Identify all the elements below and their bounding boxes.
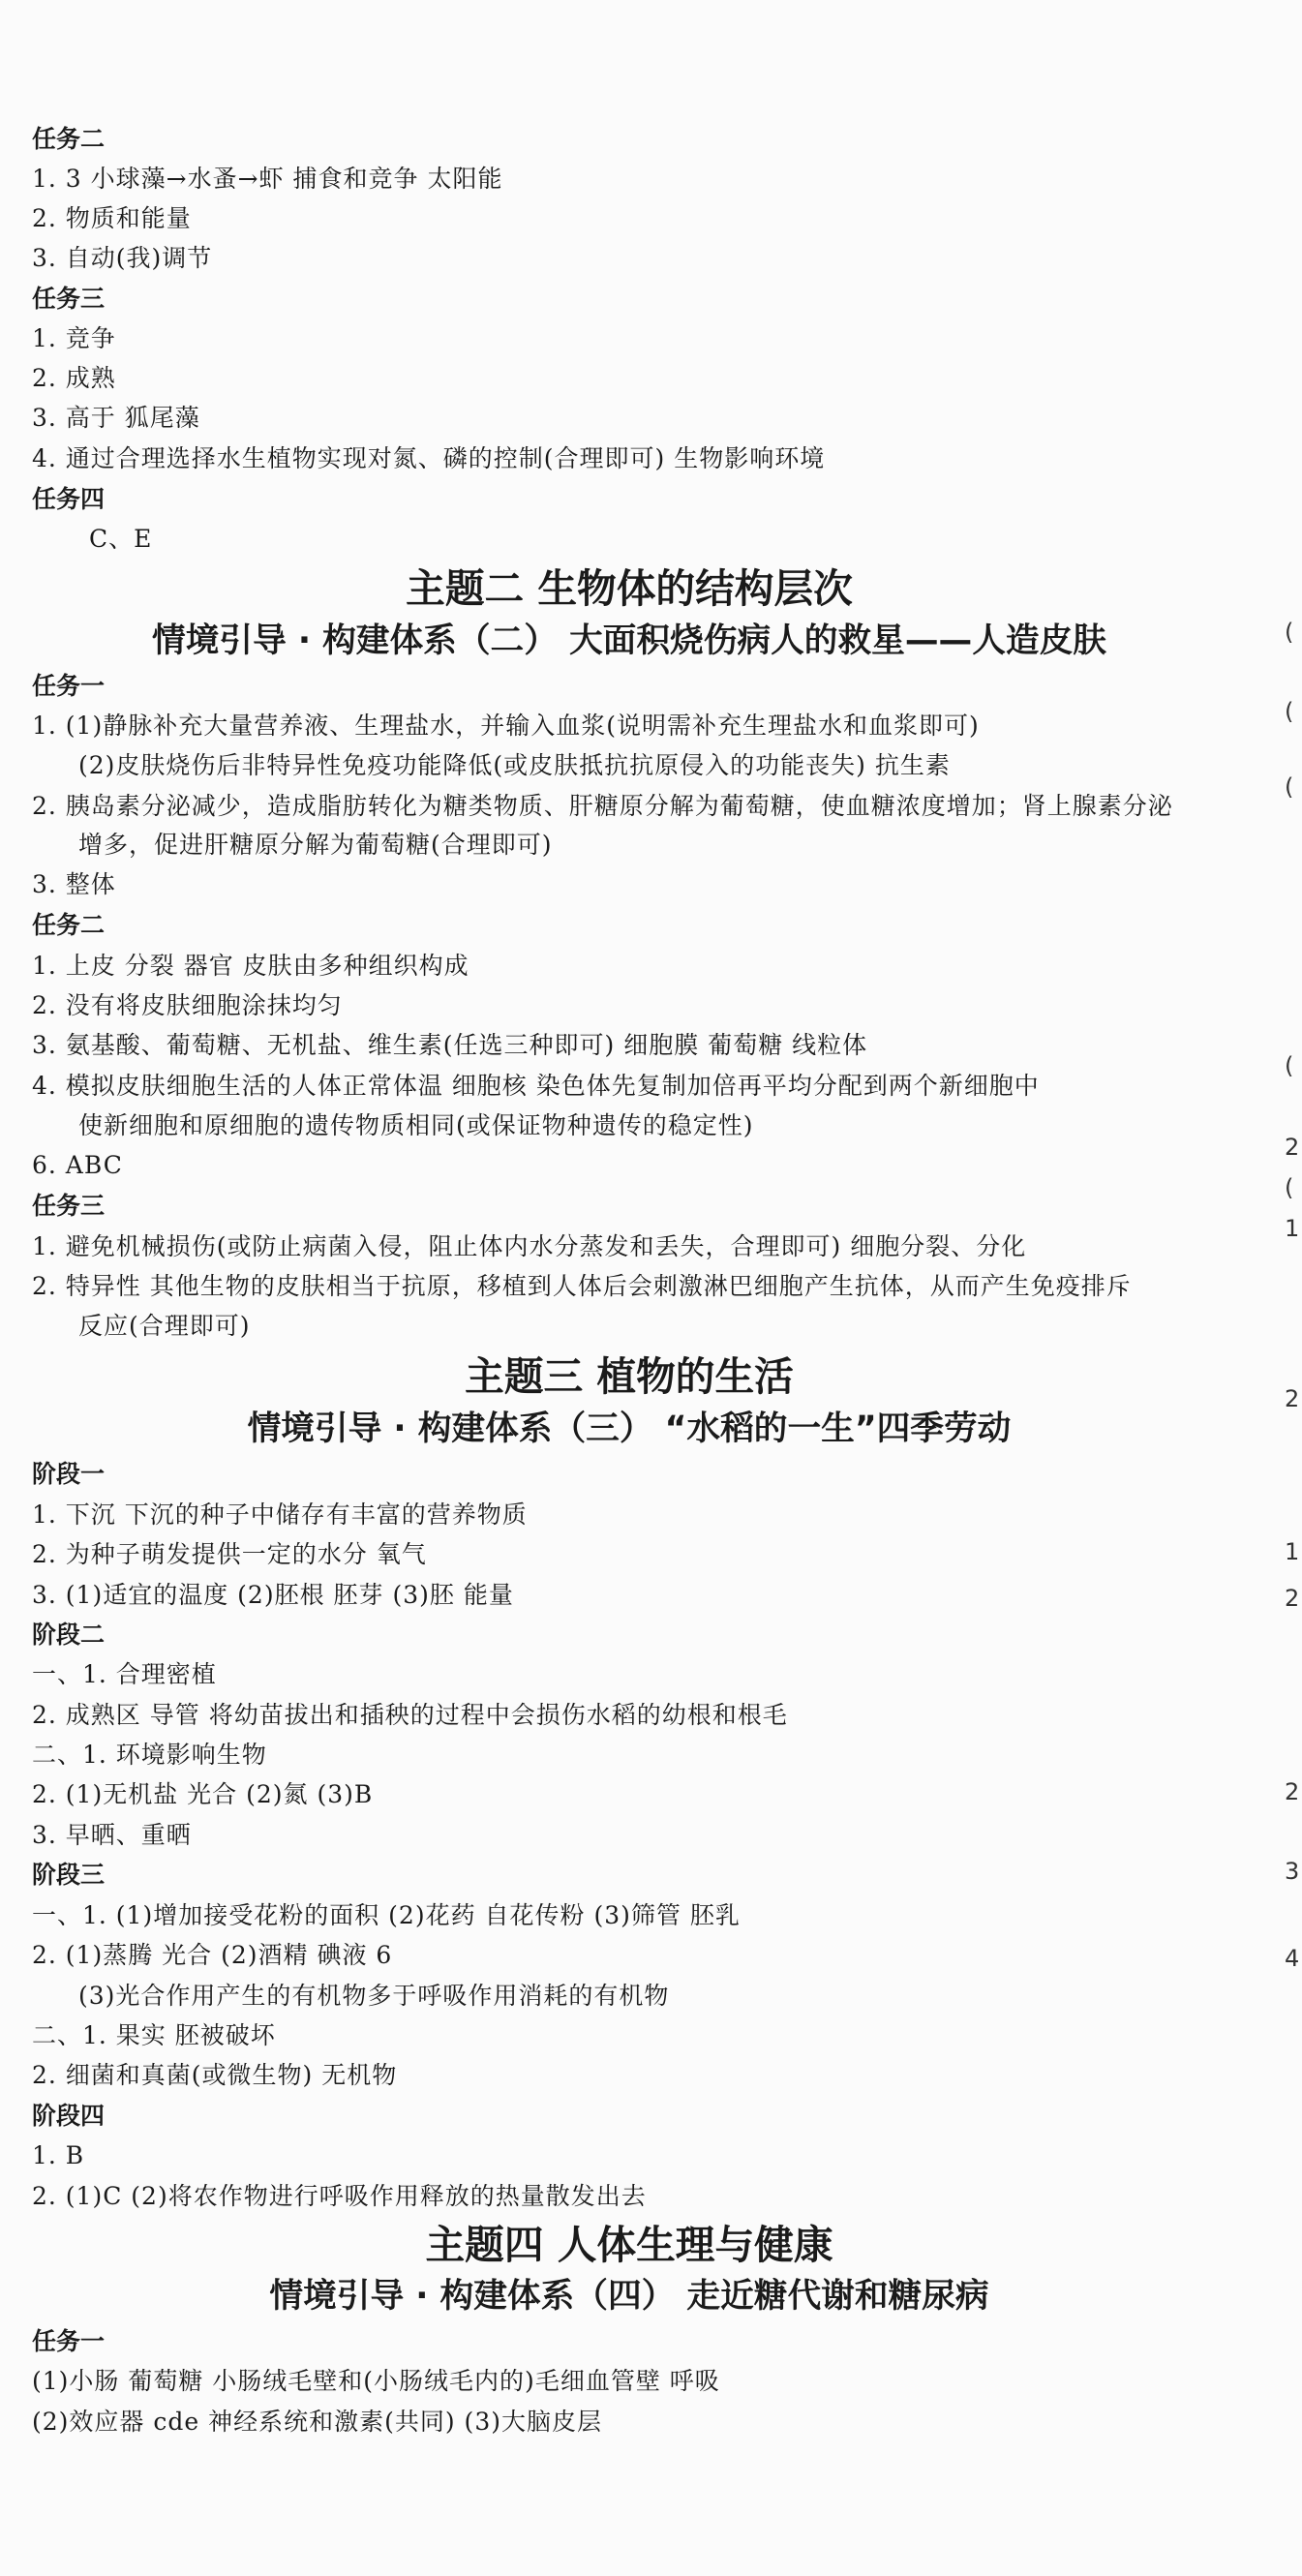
answer-line: 1. 避免机械损伤(或防止病菌入侵，阻止体内水分蒸发和丢失，合理即可) 细胞分裂、分化 bbox=[32, 1232, 1027, 1260]
edge-fragment: ( bbox=[1285, 773, 1294, 801]
answer-line: 2. 为种子萌发提供一定的水分 氧气 bbox=[32, 1540, 427, 1568]
answer-line: 2. (1)蒸腾 光合 (2)酒精 碘液 6 bbox=[32, 1941, 393, 1969]
answer-line: 3. (1)适宜的温度 (2)胚根 胚芽 (3)胚 能量 bbox=[32, 1581, 514, 1609]
edge-fragment: 1 bbox=[1285, 1538, 1300, 1565]
theme-subtitle: 情境引导 · 构建体系（四） 走近糖代谢和糖尿病 bbox=[269, 2277, 989, 2316]
stage-heading: 阶段二 bbox=[32, 1621, 106, 1649]
task-heading: 任务三 bbox=[32, 1192, 106, 1220]
answer-line: 一、1. 合理密植 bbox=[32, 1660, 217, 1688]
theme-subtitle: 情境引导 · 构建体系（三） “水稻的一生”四季劳动 bbox=[247, 1409, 1012, 1448]
edge-fragment: 1 bbox=[1285, 1215, 1300, 1242]
answer-line: 2. (1)C (2)将农作物进行呼吸作用释放的热量散发出去 bbox=[32, 2182, 647, 2210]
answer-line: 2. 没有将皮肤细胞涂抹均匀 bbox=[32, 991, 343, 1019]
answer-line: (1)小肠 葡萄糖 小肠绒毛壁和(小肠绒毛内的)毛细血管壁 呼吸 bbox=[32, 2367, 720, 2395]
edge-fragment: 2 bbox=[1285, 1585, 1300, 1612]
theme-subtitle: 情境引导 · 构建体系（二） 大面积烧伤病人的救星——人造皮肤 bbox=[152, 621, 1106, 660]
edge-fragment: 2 bbox=[1285, 1385, 1300, 1412]
answer-line: 二、1. 环境影响生物 bbox=[32, 1741, 267, 1769]
edge-fragment: 2 bbox=[1285, 1134, 1300, 1161]
answer-line: 1. B bbox=[32, 2141, 85, 2169]
answer-line: 1. 下沉 下沉的种子中储存有丰富的营养物质 bbox=[32, 1500, 528, 1529]
edge-fragment: ( bbox=[1285, 698, 1294, 725]
answer-line: 3. 氨基酸、葡萄糖、无机盐、维生素(任选三种即可) 细胞膜 葡萄糖 线粒体 bbox=[32, 1031, 868, 1059]
answer-line: (2)皮肤烧伤后非特异性免疫功能降低(或皮肤抵抗抗原侵入的功能丧失) 抗生素 bbox=[78, 751, 951, 779]
answer-line: 1. 上皮 分裂 器官 皮肤由多种组织构成 bbox=[32, 952, 469, 980]
task-heading: 任务四 bbox=[32, 485, 106, 513]
answer-line: 4. 通过合理选择水生植物实现对氮、磷的控制(合理即可) 生物影响环境 bbox=[32, 444, 826, 472]
answer-line: 一、1. (1)增加接受花粉的面积 (2)花药 自花传粉 (3)筛管 胚乳 bbox=[32, 1901, 741, 1929]
answer-line: C、E bbox=[89, 525, 153, 553]
answer-line: 2. 细菌和真菌(或微生物) 无机物 bbox=[32, 2061, 398, 2089]
adjacent-column-edge bbox=[1281, 0, 1302, 2576]
theme-title: 主题三 植物的生活 bbox=[465, 1353, 794, 1400]
edge-fragment: 2 bbox=[1285, 1778, 1300, 1805]
answer-line: (3)光合作用产生的有机物多于呼吸作用消耗的有机物 bbox=[78, 1982, 670, 2010]
task-heading: 任务二 bbox=[32, 125, 106, 153]
answer-line: 1. 竞争 bbox=[32, 324, 116, 352]
task-heading: 任务一 bbox=[32, 2327, 106, 2355]
answer-line: 3. 自动(我)调节 bbox=[32, 244, 213, 272]
answer-line: 反应(合理即可) bbox=[78, 1312, 251, 1340]
task-heading: 任务三 bbox=[32, 285, 106, 313]
answer-line: 2. 成熟区 导管 将幼苗拔出和插秧的过程中会损伤水稻的幼根和根毛 bbox=[32, 1701, 788, 1729]
edge-fragment: 4 bbox=[1285, 1945, 1300, 1972]
task-heading: 任务二 bbox=[32, 911, 106, 939]
answer-line: 4. 模拟皮肤细胞生活的人体正常体温 细胞核 染色体先复制加倍再平均分配到两个新细胞中 bbox=[32, 1072, 1040, 1100]
answer-line: 二、1. 果实 胚被破坏 bbox=[32, 2021, 276, 2049]
answer-line: 2. 成熟 bbox=[32, 364, 116, 392]
answer-line: 增多，促进肝糖原分解为葡萄糖(合理即可) bbox=[78, 831, 553, 859]
edge-fragment: ( bbox=[1285, 619, 1294, 646]
edge-fragment: ( bbox=[1285, 1174, 1294, 1201]
answer-line: 6. ABC bbox=[32, 1151, 123, 1179]
stage-heading: 阶段四 bbox=[32, 2102, 106, 2130]
answer-line: 使新细胞和原细胞的遗传物质相同(或保证物种遗传的稳定性) bbox=[78, 1111, 754, 1139]
task-heading: 任务一 bbox=[32, 672, 106, 700]
theme-title: 主题二 生物体的结构层次 bbox=[406, 565, 853, 612]
answer-line: (2)效应器 cde 神经系统和激素(共同) (3)大脑皮层 bbox=[32, 2408, 602, 2436]
answer-line: 2. 物质和能量 bbox=[32, 204, 192, 232]
theme-title: 主题四 人体生理与健康 bbox=[425, 2222, 833, 2268]
answer-line: 3. 整体 bbox=[32, 870, 116, 898]
answer-line: 1. 3 小球藻→水蚤→虾 捕食和竞争 太阳能 bbox=[32, 165, 503, 193]
answer-line: 1. (1)静脉补充大量营养液、生理盐水，并输入血浆(说明需补充生理盐水和血浆即可) bbox=[32, 712, 980, 740]
stage-heading: 阶段三 bbox=[32, 1861, 106, 1889]
stage-heading: 阶段一 bbox=[32, 1460, 106, 1488]
answer-line: 2. 胰岛素分泌减少，造成脂肪转化为糖类物质、肝糖原分解为葡萄糖，使血糖浓度增加；肾上腺素分泌 bbox=[32, 792, 1173, 820]
answer-line: 2. (1)无机盐 光合 (2)氮 (3)B bbox=[32, 1780, 374, 1808]
answer-line: 3. 早晒、重晒 bbox=[32, 1821, 192, 1849]
answer-line: 2. 特异性 其他生物的皮肤相当于抗原，移植到人体后会刺激淋巴细胞产生抗体，从而产生免疫排斥 bbox=[32, 1272, 1132, 1300]
edge-fragment: 3 bbox=[1285, 1858, 1300, 1885]
edge-fragment: ( bbox=[1285, 1052, 1294, 1079]
answer-line: 3. 高于 狐尾藻 bbox=[32, 404, 200, 432]
